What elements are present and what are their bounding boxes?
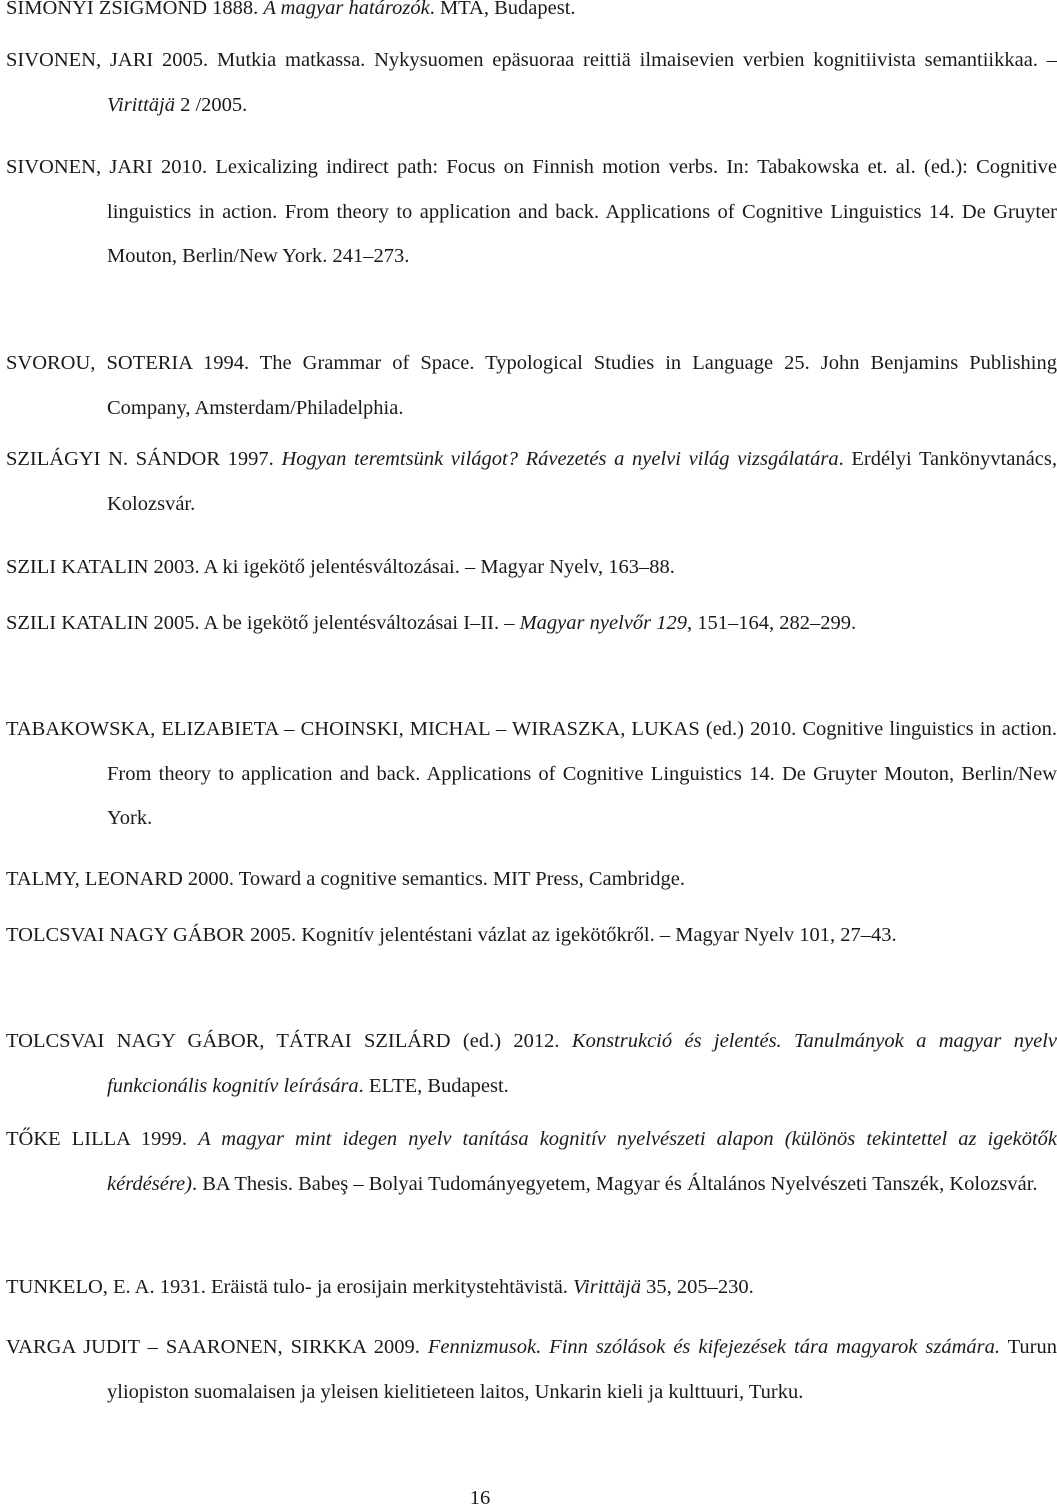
reference-text: TABAKOWSKA, ELIZABIETA – CHOINSKI, MICHAL – WIRASZKA, LUKAS (ed.) 2010. Cognitive linguistics in action. From theory to application and back. Applications of Cognitive Linguistics 14. De Gruyter Mouton, Berlin/New York. xyxy=(6,718,1057,829)
reference-text: Turun yliopiston suomalaisen ja yleisen kielitieteen laitos, Unkarin kieli ja kulttuuri, Turku. xyxy=(107,1336,1057,1403)
reference-italic-text: Virittäjä xyxy=(107,93,175,116)
reference-text: . BA Thesis. Babeş – Bolyai Tudományegyetem, Magyar és Általános Nyelvészeti Tanszék, Kolozsvár. xyxy=(191,1172,1038,1195)
reference-text: . ELTE, Budapest. xyxy=(358,1074,509,1097)
reference-text: SIVONEN, JARI 2010. Lexicalizing indirect path: Focus on Finnish motion verbs. In: Tabakowska et. al. (ed.): Cognitive linguistics in action. From theory to application and back. Applications of Cognitive Linguistics 14. De Gruyter Mouton, Berlin/New York. 241–273. xyxy=(6,156,1057,267)
reference-entry xyxy=(6,0,1057,31)
reference-text: VARGA JUDIT – SAARONEN, SIRKKA 2009. xyxy=(6,1336,428,1358)
reference-text: TUNKELO, E. A. 1931. Eräistä tulo- ja erosijain merkitystehtävistä. xyxy=(6,1276,574,1298)
reference-entry xyxy=(6,437,1057,526)
reference-entry xyxy=(6,341,1057,430)
reference-text: SVOROU, SOTERIA 1994. The Grammar of Space. Typological Studies in Language 25. John Benjamins Publishing Company, Amsterdam/Philadelphia. xyxy=(6,352,1057,419)
reference-entry xyxy=(6,707,1057,841)
reference-italic-text: A magyar mint idegen nyelv tanítása kognitív nyelvészeti alapon (különös tekintettel az igekötők kérdésére) xyxy=(107,1128,1057,1195)
reference-text: SZILÁGYI N. SÁNDOR 1997. xyxy=(6,448,282,470)
reference-entry xyxy=(6,545,1057,590)
reference-text: SZILI KATALIN 2003. A ki igekötő jelentésváltozásai. – Magyar Nyelv, 163–88. xyxy=(6,556,675,578)
reference-entry xyxy=(6,1019,1057,1108)
reference-italic-text: Virittäjä xyxy=(573,1276,642,1298)
reference-entry xyxy=(6,913,1057,958)
reference-entry xyxy=(6,1117,1057,1206)
reference-entry xyxy=(6,857,1057,902)
reference-text: SIVONEN, JARI 2005. Mutkia matkassa. Nykysuomen epäsuoraa reittiä ilmaisevien verbien kognitiivista semantiikkaa. – xyxy=(6,49,1057,71)
reference-text: , 151–164, 282–299. xyxy=(686,612,857,634)
reference-text: . MTA, Budapest. xyxy=(429,0,576,19)
reference-entry xyxy=(6,145,1057,279)
reference-italic-text: Magyar nyelvőr 129 xyxy=(519,612,687,634)
reference-text: TALMY, LEONARD 2000. Toward a cognitive semantics. MIT Press, Cambridge. xyxy=(6,868,686,890)
reference-text: TOLCSVAI NAGY GÁBOR 2005. Kognitív jelentéstani vázlat az igekötőkről. – Magyar Nyelv 101, 27–43. xyxy=(6,924,897,946)
reference-text: SZILI KATALIN 2005. A be igekötő jelentésváltozásai I–II. – xyxy=(6,612,520,634)
reference-text: 35, 205–230. xyxy=(641,1276,754,1298)
page-number: 16 xyxy=(469,1487,491,1509)
reference-text: SIMONYI ZSIGMOND 1888. xyxy=(6,0,264,19)
reference-text: 2 /2005. xyxy=(174,93,248,116)
reference-text: . Erdélyi Tankönyvtanács, Kolozsvár. xyxy=(107,448,1057,515)
reference-italic-text: Hogyan teremtsünk világot? Rávezetés a nyelvi világ vizsgálatára xyxy=(281,448,839,470)
reference-text: TŐKE LILLA 1999. xyxy=(6,1128,199,1150)
reference-italic-text: Konstrukció és jelentés. Tanulmányok a magyar nyelv funkcionális kognitív leírására xyxy=(107,1030,1057,1097)
reference-text: TOLCSVAI NAGY GÁBOR, TÁTRAI SZILÁRD (ed.) 2012. xyxy=(6,1030,572,1052)
reference-italic-text: Fennizmusok. Finn szólások és kifejezések tára magyarok számára. xyxy=(427,1336,1000,1358)
reference-entry xyxy=(6,1265,1057,1310)
reference-entry xyxy=(6,1325,1057,1414)
reference-italic-text: A magyar határozók xyxy=(263,0,430,19)
reference-entry xyxy=(6,601,1057,646)
reference-entry xyxy=(6,38,1057,127)
